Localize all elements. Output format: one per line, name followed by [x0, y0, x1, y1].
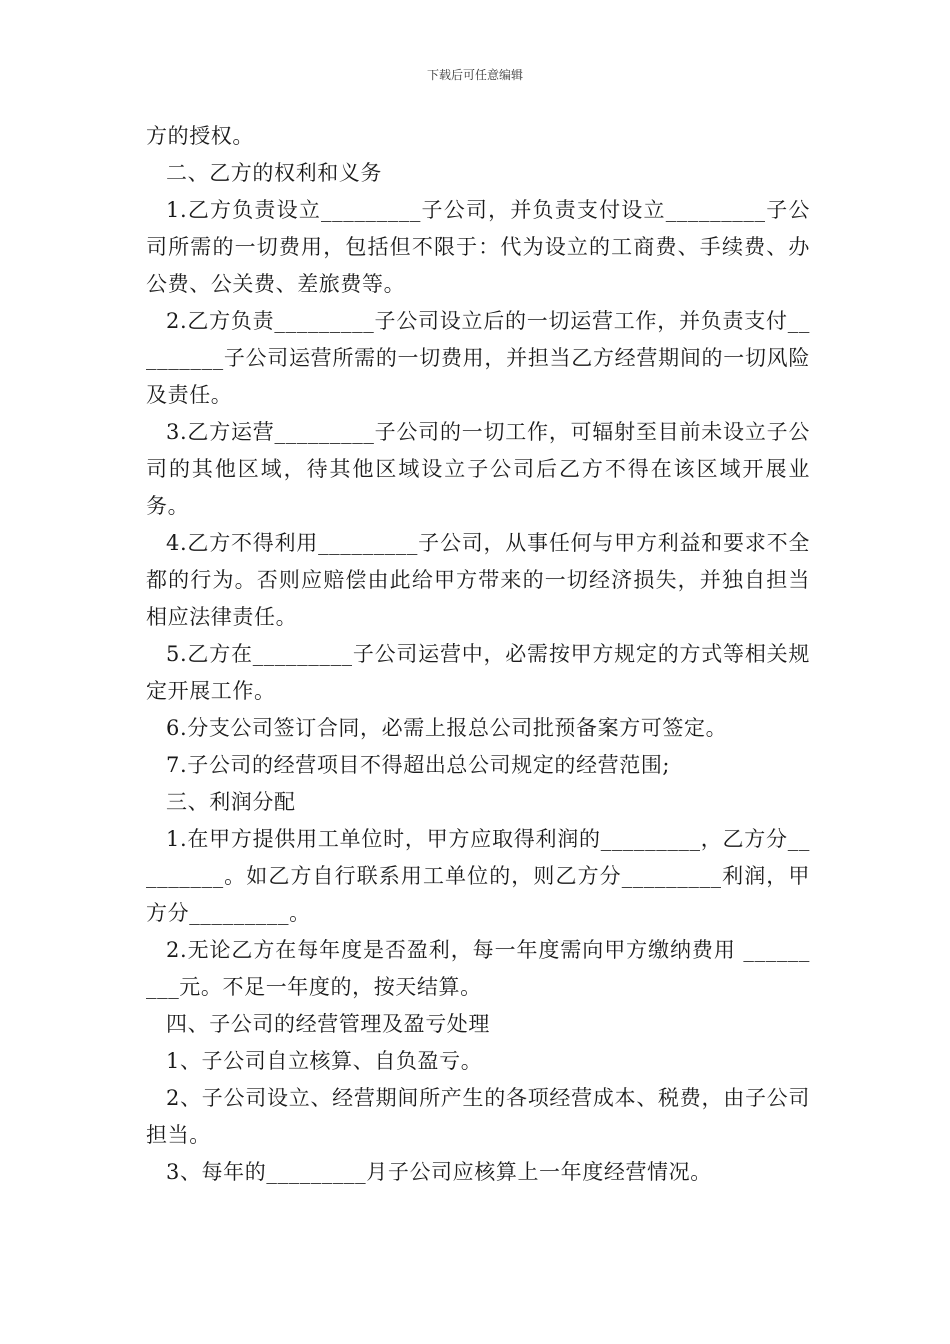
- clause-2-5: 5.乙方在_________子公司运营中，必需按甲方规定的方式等相关规定开展工作。: [146, 642, 810, 703]
- section-heading-2: 二、乙方的权利和义务: [166, 161, 382, 185]
- section-heading-3: 三、利润分配: [166, 790, 296, 814]
- clause-2-3: 3.乙方运营_________子公司的一切工作，可辐射至目前未设立子公司的其他区域，待其他区域设立子公司后乙方不得在该区域开展业务。: [146, 420, 810, 518]
- page-header: 下载后可任意编辑: [426, 68, 523, 82]
- clause-3-2: 2.无论乙方在每年度是否盈利，每一年度需向甲方缴纳费用 _________元。不足一年度的，按天结算。: [146, 938, 810, 999]
- clause-4-2: 2、子公司设立、经营期间所产生的各项经营成本、税费，由子公司担当。: [146, 1086, 810, 1147]
- clause-4-1: 1、子公司自立核算、自负盈亏。: [166, 1049, 483, 1073]
- clause-2-7: 7.子公司的经营项目不得超出总公司规定的经营范围;: [166, 753, 671, 777]
- clause-2-1: 1.乙方负责设立_________子公司，并负责支付设立_________子公司所需的一切费用，包括但不限于：代为设立的工商费、手续费、办公费、公关费、差旅费等。: [146, 198, 810, 296]
- clause-2-6: 6.分支公司签订合同，必需上报总公司批预备案方可签定。: [166, 716, 728, 740]
- clause-3-1: 1.在甲方提供用工单位时，甲方应取得利润的_________，乙方分_________。如乙方自行联系用工单位的，则乙方分_________利润，甲方分_________。: [146, 827, 810, 925]
- clause-2-4: 4.乙方不得利用_________子公司，从事任何与甲方利益和要求不全都的行为。否则应赔偿由此给甲方带来的一切经济损失，并独自担当相应法律责任。: [146, 531, 810, 629]
- clause-2-2: 2.乙方负责_________子公司设立后的一切运营工作，并负责支付_________子公司运营所需的一切费用，并担当乙方经营期间的一切风险及责任。: [146, 309, 810, 407]
- document-body: [146, 118, 810, 1191]
- section-heading-4: 四、子公司的经营管理及盈亏处理: [166, 1012, 490, 1036]
- paragraph: 方的授权。: [146, 124, 254, 148]
- clause-4-3: 3、每年的_________月子公司应核算上一年度经营情况。: [166, 1160, 712, 1184]
